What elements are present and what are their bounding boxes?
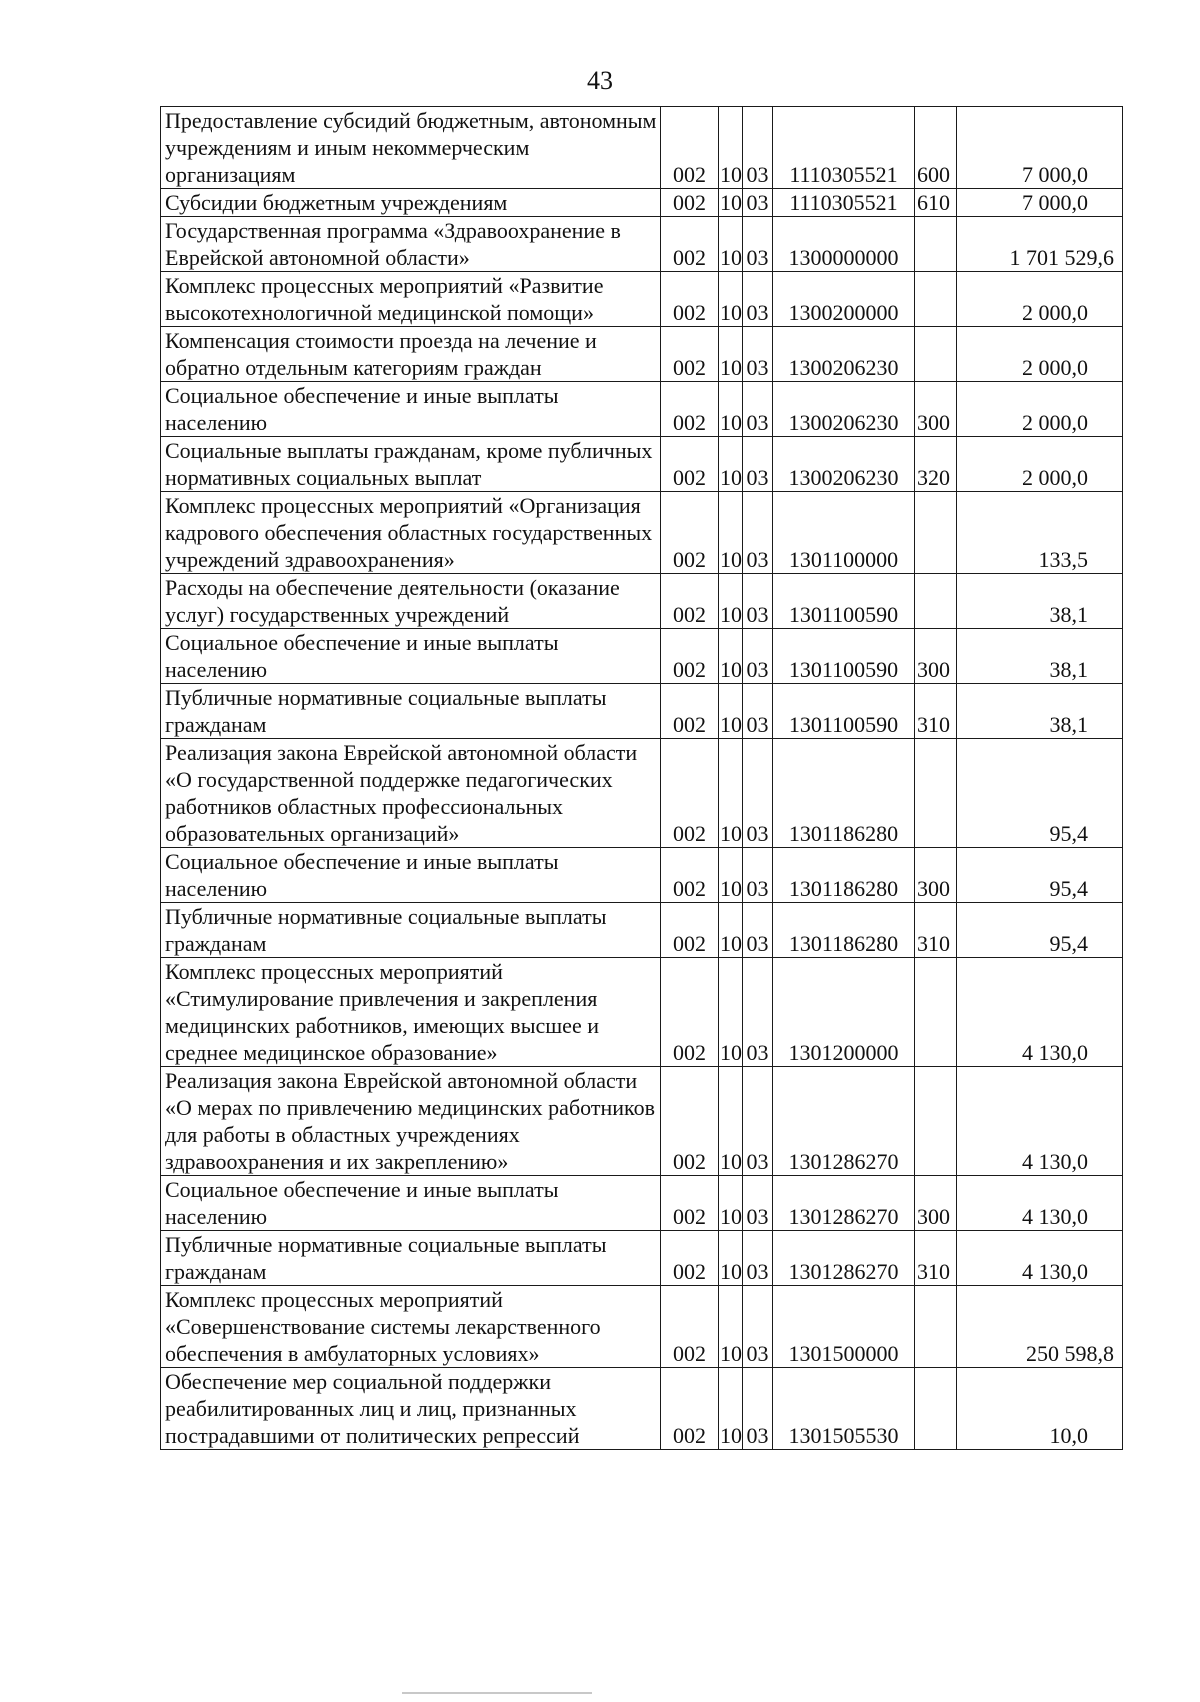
- row-amount: 10,0: [957, 1368, 1123, 1450]
- row-target-article: 1300206230: [773, 382, 915, 437]
- row-section-code: 10: [719, 272, 743, 327]
- row-grbs-code: 002: [661, 1286, 719, 1368]
- row-name: Реализация закона Еврейской автономной области «О мерах по привлечению медицинских работников для работы в областных учреждениях здравоохранения и их закреплению»: [161, 1067, 661, 1176]
- row-expense-type: [915, 327, 957, 382]
- row-expense-type: 300: [915, 848, 957, 903]
- row-subsection-code: 03: [743, 684, 773, 739]
- table-row: [161, 217, 1123, 272]
- table-body: [161, 107, 1123, 1450]
- row-amount: 95,4: [957, 903, 1123, 958]
- row-amount: 4 130,0: [957, 1067, 1123, 1176]
- row-name: Социальные выплаты гражданам, кроме публичных нормативных социальных выплат: [161, 437, 661, 492]
- scan-artifact: [402, 1692, 592, 1694]
- row-target-article: 1301186280: [773, 903, 915, 958]
- row-grbs-code: 002: [661, 1176, 719, 1231]
- budget-table: [160, 106, 1123, 1450]
- row-target-article: 1110305521: [773, 189, 915, 217]
- row-name: Государственная программа «Здравоохранение в Еврейской автономной области»: [161, 217, 661, 272]
- row-grbs-code: 002: [661, 327, 719, 382]
- row-amount: 4 130,0: [957, 1176, 1123, 1231]
- row-name: Комплекс процессных мероприятий «Развитие высокотехнологичной медицинской помощи»: [161, 272, 661, 327]
- row-amount: 1 701 529,6: [957, 217, 1123, 272]
- row-target-article: 1110305521: [773, 107, 915, 189]
- row-section-code: 10: [719, 107, 743, 189]
- row-section-code: 10: [719, 574, 743, 629]
- row-target-article: 1301286270: [773, 1231, 915, 1286]
- row-name: Предоставление субсидий бюджетным, автономным учреждениям и иным некоммерческим организациям: [161, 107, 661, 189]
- row-amount: 2 000,0: [957, 327, 1123, 382]
- row-section-code: 10: [719, 1176, 743, 1231]
- row-section-code: 10: [719, 1368, 743, 1450]
- row-target-article: 1301100000: [773, 492, 915, 574]
- row-section-code: 10: [719, 1067, 743, 1176]
- row-amount: 250 598,8: [957, 1286, 1123, 1368]
- row-expense-type: 600: [915, 107, 957, 189]
- row-subsection-code: 03: [743, 492, 773, 574]
- table-row: [161, 629, 1123, 684]
- row-section-code: 10: [719, 684, 743, 739]
- table-row: [161, 327, 1123, 382]
- row-expense-type: 610: [915, 189, 957, 217]
- row-target-article: 1301286270: [773, 1067, 915, 1176]
- row-subsection-code: 03: [743, 848, 773, 903]
- table-row: [161, 684, 1123, 739]
- row-target-article: 1301200000: [773, 958, 915, 1067]
- row-grbs-code: 002: [661, 1368, 719, 1450]
- row-expense-type: 300: [915, 382, 957, 437]
- row-expense-type: [915, 272, 957, 327]
- row-grbs-code: 002: [661, 739, 719, 848]
- row-amount: 4 130,0: [957, 1231, 1123, 1286]
- row-grbs-code: 002: [661, 629, 719, 684]
- row-subsection-code: 03: [743, 437, 773, 492]
- row-target-article: 1300200000: [773, 272, 915, 327]
- row-grbs-code: 002: [661, 492, 719, 574]
- row-grbs-code: 002: [661, 107, 719, 189]
- row-target-article: 1301500000: [773, 1286, 915, 1368]
- row-subsection-code: 03: [743, 382, 773, 437]
- page-number: 43: [587, 66, 613, 95]
- row-amount: 4 130,0: [957, 958, 1123, 1067]
- row-section-code: 10: [719, 903, 743, 958]
- row-subsection-code: 03: [743, 272, 773, 327]
- row-amount: 7 000,0: [957, 189, 1123, 217]
- row-amount: 133,5: [957, 492, 1123, 574]
- row-section-code: 10: [719, 382, 743, 437]
- table-row: [161, 1067, 1123, 1176]
- row-amount: 38,1: [957, 629, 1123, 684]
- row-subsection-code: 03: [743, 903, 773, 958]
- row-subsection-code: 03: [743, 217, 773, 272]
- table-row: [161, 848, 1123, 903]
- table-row: [161, 958, 1123, 1067]
- row-subsection-code: 03: [743, 958, 773, 1067]
- row-expense-type: [915, 1286, 957, 1368]
- row-subsection-code: 03: [743, 1067, 773, 1176]
- row-expense-type: [915, 217, 957, 272]
- row-section-code: 10: [719, 437, 743, 492]
- table-row: [161, 739, 1123, 848]
- row-expense-type: [915, 1368, 957, 1450]
- row-expense-type: 310: [915, 684, 957, 739]
- row-amount: 95,4: [957, 848, 1123, 903]
- row-subsection-code: 03: [743, 1231, 773, 1286]
- table-row: [161, 492, 1123, 574]
- row-subsection-code: 03: [743, 629, 773, 684]
- row-amount: 2 000,0: [957, 437, 1123, 492]
- row-expense-type: [915, 958, 957, 1067]
- row-subsection-code: 03: [743, 107, 773, 189]
- row-expense-type: 300: [915, 629, 957, 684]
- row-name: Публичные нормативные социальные выплаты гражданам: [161, 903, 661, 958]
- row-grbs-code: 002: [661, 848, 719, 903]
- row-section-code: 10: [719, 217, 743, 272]
- row-name: Расходы на обеспечение деятельности (оказание услуг) государственных учреждений: [161, 574, 661, 629]
- row-target-article: 1300000000: [773, 217, 915, 272]
- row-name: Публичные нормативные социальные выплаты гражданам: [161, 684, 661, 739]
- table-row: [161, 1176, 1123, 1231]
- table-row: [161, 107, 1123, 189]
- row-subsection-code: 03: [743, 1368, 773, 1450]
- row-target-article: 1300206230: [773, 327, 915, 382]
- row-subsection-code: 03: [743, 189, 773, 217]
- table-row: [161, 574, 1123, 629]
- row-name: Социальное обеспечение и иные выплаты населению: [161, 1176, 661, 1231]
- row-grbs-code: 002: [661, 903, 719, 958]
- row-amount: 38,1: [957, 574, 1123, 629]
- row-expense-type: [915, 492, 957, 574]
- row-target-article: 1300206230: [773, 437, 915, 492]
- row-target-article: 1301186280: [773, 739, 915, 848]
- table-row: [161, 382, 1123, 437]
- row-grbs-code: 002: [661, 437, 719, 492]
- row-section-code: 10: [719, 1231, 743, 1286]
- table-row: [161, 437, 1123, 492]
- row-name: Субсидии бюджетным учреждениям: [161, 189, 661, 217]
- row-section-code: 10: [719, 958, 743, 1067]
- table-row: [161, 1368, 1123, 1450]
- row-target-article: 1301505530: [773, 1368, 915, 1450]
- row-name: Компенсация стоимости проезда на лечение и обратно отдельным категориям граждан: [161, 327, 661, 382]
- table-row: [161, 1231, 1123, 1286]
- row-amount: 2 000,0: [957, 382, 1123, 437]
- row-section-code: 10: [719, 629, 743, 684]
- row-amount: 38,1: [957, 684, 1123, 739]
- row-grbs-code: 002: [661, 958, 719, 1067]
- row-name: Обеспечение мер социальной поддержки реабилитированных лиц и лиц, признанных пострадавшими от политических репрессий: [161, 1368, 661, 1450]
- row-amount: 95,4: [957, 739, 1123, 848]
- row-subsection-code: 03: [743, 327, 773, 382]
- row-target-article: 1301286270: [773, 1176, 915, 1231]
- row-name: Комплекс процессных мероприятий «Стимулирование привлечения и закрепления медицинских работников, имеющих высшее и среднее медицинское образование»: [161, 958, 661, 1067]
- table-row: [161, 189, 1123, 217]
- row-subsection-code: 03: [743, 1176, 773, 1231]
- row-subsection-code: 03: [743, 1286, 773, 1368]
- row-expense-type: [915, 574, 957, 629]
- row-name: Социальное обеспечение и иные выплаты населению: [161, 848, 661, 903]
- row-section-code: 10: [719, 327, 743, 382]
- row-name: Комплекс процессных мероприятий «Организация кадрового обеспечения областных государственных учреждений здравоохранения»: [161, 492, 661, 574]
- row-expense-type: 320: [915, 437, 957, 492]
- row-name: Реализация закона Еврейской автономной области «О государственной поддержке педагогических работников областных профессиональных образовательных организаций»: [161, 739, 661, 848]
- table-row: [161, 1286, 1123, 1368]
- row-section-code: 10: [719, 492, 743, 574]
- row-grbs-code: 002: [661, 272, 719, 327]
- row-section-code: 10: [719, 848, 743, 903]
- row-name: Комплекс процессных мероприятий «Совершенствование системы лекарственного обеспечения в амбулаторных условиях»: [161, 1286, 661, 1368]
- row-grbs-code: 002: [661, 382, 719, 437]
- row-subsection-code: 03: [743, 574, 773, 629]
- row-grbs-code: 002: [661, 1231, 719, 1286]
- row-amount: 7 000,0: [957, 107, 1123, 189]
- row-expense-type: 310: [915, 903, 957, 958]
- row-expense-type: 310: [915, 1231, 957, 1286]
- row-target-article: 1301100590: [773, 684, 915, 739]
- row-grbs-code: 002: [661, 684, 719, 739]
- row-grbs-code: 002: [661, 189, 719, 217]
- row-target-article: 1301100590: [773, 629, 915, 684]
- row-target-article: 1301100590: [773, 574, 915, 629]
- row-name: Социальное обеспечение и иные выплаты населению: [161, 629, 661, 684]
- row-expense-type: [915, 1067, 957, 1176]
- row-name: Публичные нормативные социальные выплаты гражданам: [161, 1231, 661, 1286]
- table-row: [161, 272, 1123, 327]
- row-target-article: 1301186280: [773, 848, 915, 903]
- row-grbs-code: 002: [661, 217, 719, 272]
- row-expense-type: [915, 739, 957, 848]
- row-section-code: 10: [720, 190, 742, 215]
- row-name: Социальное обеспечение и иные выплаты населению: [161, 382, 661, 437]
- row-amount: 2 000,0: [957, 272, 1123, 327]
- row-section-code: 10: [719, 739, 743, 848]
- row-grbs-code: 002: [661, 574, 719, 629]
- row-section-code: 10: [719, 1286, 743, 1368]
- row-grbs-code: 002: [661, 1067, 719, 1176]
- table-row: [161, 903, 1123, 958]
- row-expense-type: 300: [915, 1176, 957, 1231]
- row-subsection-code: 03: [743, 739, 773, 848]
